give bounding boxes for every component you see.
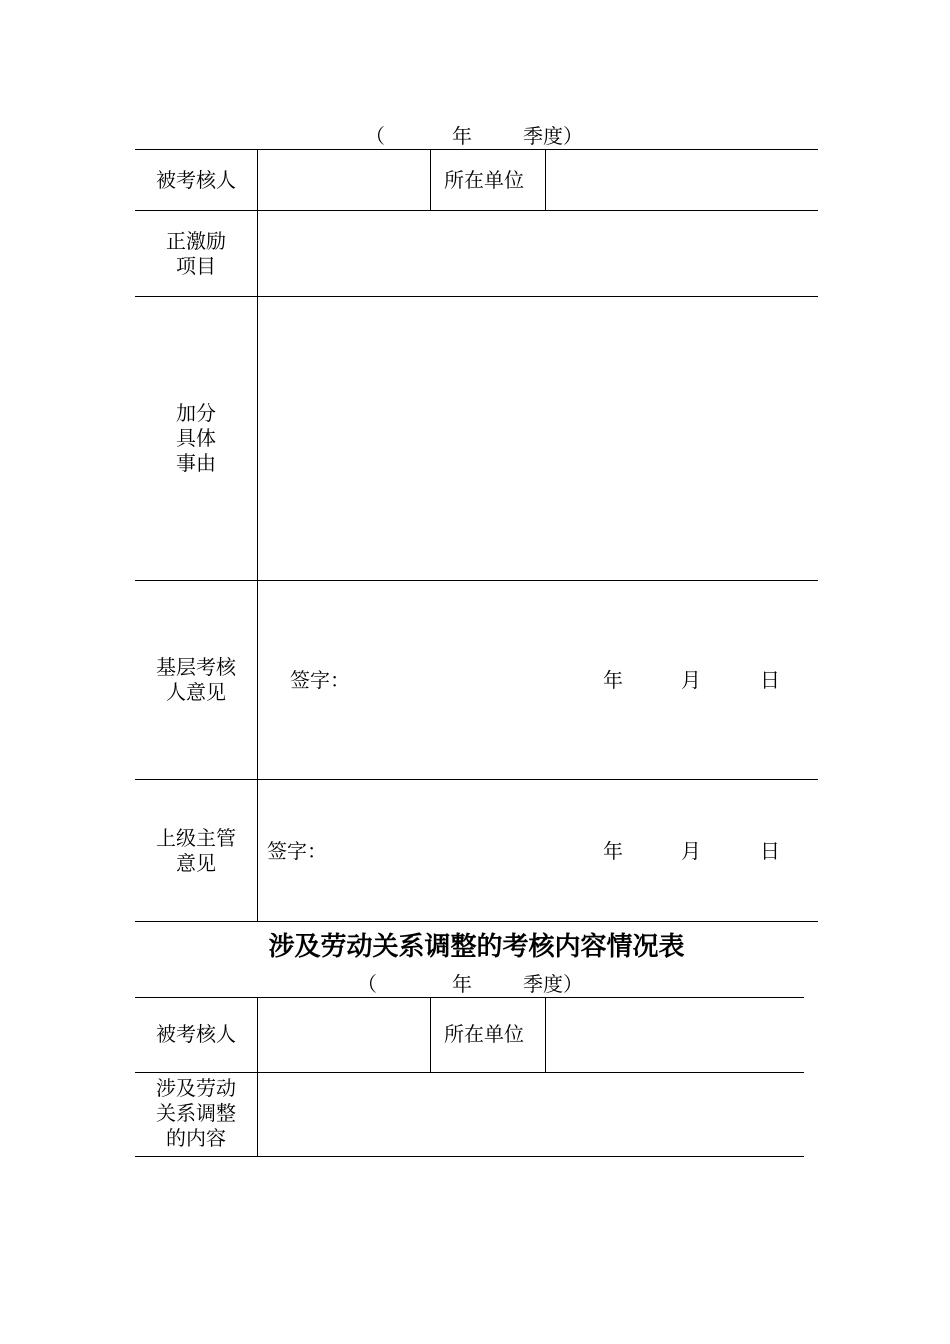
table-column-divider [545,149,546,211]
period-quarter: 季度） [523,124,583,148]
assessee-label: 被考核人 [156,168,236,192]
table-rule [135,580,818,581]
period-year: 年 [452,972,472,996]
label-line: 人意见 [166,680,226,704]
period-open-paren: （ [357,972,377,996]
table-column-divider [545,997,546,1073]
grassroots-opinion-label [135,655,257,705]
labor-relation-content-input-cell[interactable] [259,1074,803,1155]
positive-item-input-cell[interactable] [259,212,817,295]
table-column-divider [430,997,431,1073]
superior-opinion-label [135,826,257,876]
table-column-divider [430,149,431,211]
labor-relation-content-label [135,1076,257,1151]
form2-title: 涉及劳动关系调整的考核内容情况表 [268,932,685,962]
bonus-reason-input-cell[interactable] [259,298,817,579]
superior-date-day: 日 [760,839,780,863]
superior-date-month: 月 [681,839,701,863]
period-quarter: 季度） [523,972,583,996]
label-line: 涉及劳动 [156,1076,236,1100]
grassroots-date-month: 月 [681,668,701,692]
label-line: 的内容 [166,1126,226,1150]
superior-signature-label: 签字： [267,839,327,863]
bonus-reason-label [135,401,257,476]
label-line: 正激励 [166,229,226,253]
table-rule [135,1072,804,1073]
label-line: 具体 [176,426,216,450]
period-year: 年 [452,124,472,148]
label-line: 基层考核 [156,655,236,679]
label-line: 关系调整 [156,1101,236,1125]
table-rule [135,921,818,922]
grassroots-signature-label: 签字： [290,668,350,692]
table-column-divider [257,997,258,1157]
label-line: 上级主管 [156,826,236,850]
unit-label: 所在单位 [444,168,524,192]
superior-opinion-input-cell[interactable] [259,781,817,920]
assessee-input-cell[interactable] [259,999,429,1071]
unit-label: 所在单位 [444,1022,524,1046]
assessee-input-cell[interactable] [259,151,429,209]
table-rule [135,210,818,211]
table-rule [135,1156,804,1157]
positive-item-label [135,229,257,279]
assessee-label: 被考核人 [156,1022,236,1046]
label-line: 项目 [176,254,216,278]
label-line: 意见 [176,851,216,875]
table-rule [135,779,818,780]
unit-input-cell[interactable] [547,151,817,209]
period-open-paren: （ [365,124,385,148]
superior-date-year: 年 [603,839,623,863]
table-rule [135,997,804,998]
label-line: 加分 [176,401,216,425]
label-line: 事由 [176,451,216,475]
unit-input-cell[interactable] [547,999,803,1071]
grassroots-date-year: 年 [603,668,623,692]
grassroots-date-day: 日 [760,668,780,692]
table-rule [135,149,818,150]
table-column-divider [257,149,258,922]
table-rule [135,296,818,297]
